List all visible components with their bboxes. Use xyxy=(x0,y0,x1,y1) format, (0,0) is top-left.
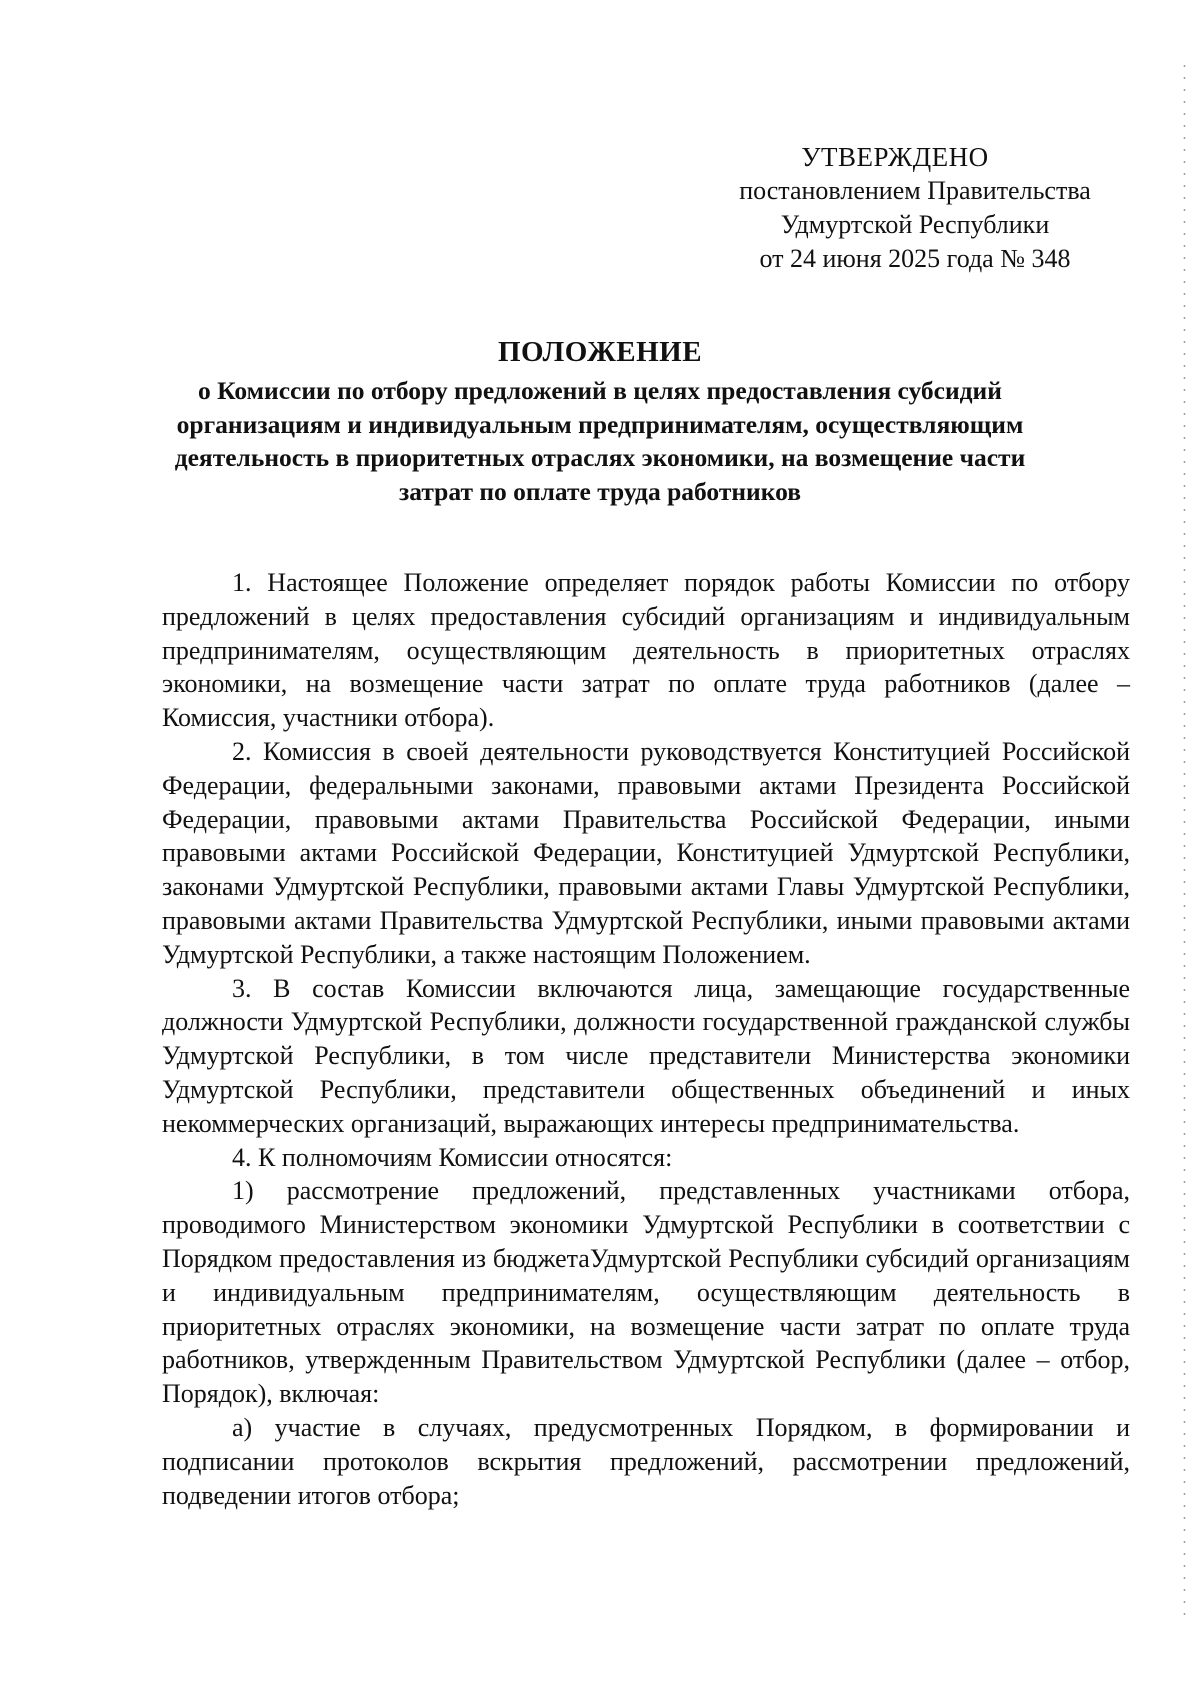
paragraph-1: 1. Настоящее Положение определяет порядок работы Комиссии по отбору предложений в целях предоставления субсидий организациям и индивидуальным предпринимателям, осуществляющим деятельность в приоритетных отраслях экономики, на возмещение части затрат по оплате труда работников (далее – Комиссия, участники отбора). xyxy=(162,568,1130,733)
document-title-block xyxy=(150,332,1050,508)
paragraph-2: 2. Комиссия в своей деятельности руководствуется Конституцией Российской Федерации, федеральными законами, правовыми актами Президента Российской Федерации, правовыми актами Правительства Российской Федерации, иными правовыми актами Российской Федерации, Конституцией Удмуртской Республики, законами Удмуртской Республики, правовыми актами Главы Удмуртской Республики, правовыми актами Правительства Удмуртской Республики, иными правовыми актами Удмуртской Республики, а также настоящим Положением. xyxy=(162,736,1130,969)
scan-edge-marks xyxy=(1183,60,1186,1620)
paragraph-4: 4. К полномочиям Комиссии относятся: xyxy=(232,1142,673,1172)
paragraph-4-item-1-a: а) участие в случаях, предусмотренных Порядком, в формировании и подписании протоколов вскрытия предложений, рассмотрении предложений, подведении итогов отбора; xyxy=(162,1412,1130,1510)
approval-line-republic: Удмуртской Республики xyxy=(780,210,1050,239)
document-title: ПОЛОЖЕНИЕ xyxy=(497,336,703,368)
approval-stamp-block xyxy=(700,140,1130,276)
approval-line-date-number: от 24 июня 2025 года № 348 xyxy=(759,244,1071,273)
document-body xyxy=(162,566,1130,1512)
approval-line-decree: постановлением Правительства xyxy=(739,176,1091,205)
paragraph-4-item-1: 1) рассмотрение предложений, представленных участниками отбора, проводимого Министерством экономики Удмуртской Республики в соответствии с Порядком предоставления из бюджетаУдмуртской Республики субсидий организациям и индивидуальным предпринимателям, осуществляющим деятельность в приоритетных отраслях экономики, на возмещение части затрат по оплате труда работников, утвержденным Правительством Удмуртской Республики (далее – отбор, Порядок), включая: xyxy=(162,1176,1130,1409)
approved-label: УТВЕРЖДЕНО xyxy=(801,142,989,172)
paragraph-3: 3. В состав Комиссии включаются лица, замещающие государственные должности Удмуртской Республики, должности государственной гражданской службы Удмуртской Республики, в том числе представители Министерства экономики Удмуртской Республики, представители общественных объединений и иных некоммерческих организаций, выражающих интересы предпринимательства. xyxy=(162,973,1130,1138)
document-subtitle: о Комиссии по отбору предложений в целях предоставления субсидий организациям и индивидуальным предпринимателям, осуществляющим деятельность в приоритетных отраслях экономики, на возмещение части затрат по оплате труда работников xyxy=(174,376,1026,506)
